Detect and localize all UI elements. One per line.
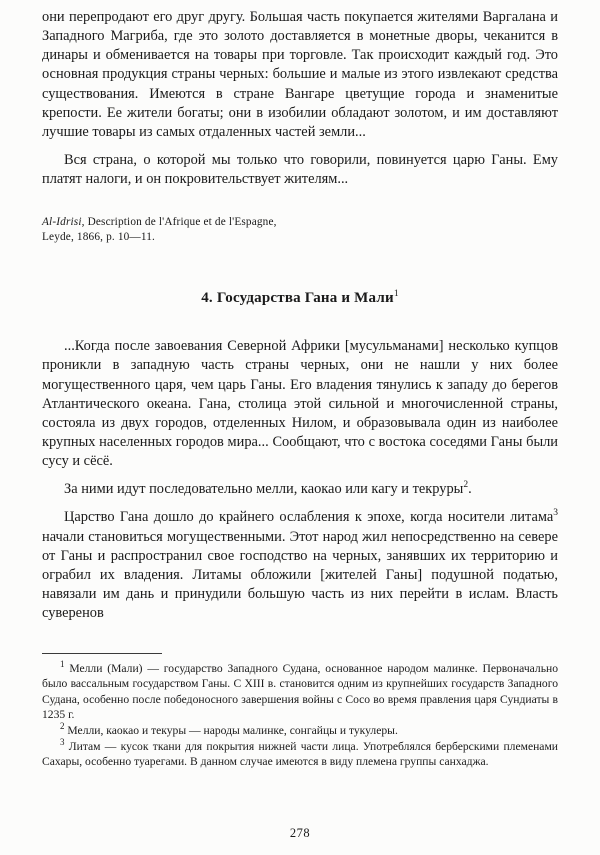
source-reference: Description de l'Afrique et de l'Espagne, Leyde, 1866, p. 10—11. — [42, 216, 277, 244]
footnote-2 — [42, 720, 558, 738]
paragraph-continued: они перепродают его друг другу. Большая часть покупается жителями Варгалана и Западного Магриба, где это золото доставляется в монетные дворы, чеканится в динары и обменивается на товары при торговле. Так происходит каждый год. Это основная продукция страны черных: большие и малые из этого извлекают средства существования. Имеются в стране Вангаре цветущие города и знаменитые крепости. Ее жители богаты; они в изобилии обладают золотом, и им доставляют лучшие товары из самых отдаленных частей земли... — [42, 9, 558, 140]
footnote-1-marker: 1 — [60, 659, 65, 670]
paragraph-peoples-tail: . — [468, 481, 472, 498]
footnote-2-text: Мелли, каокао и текуры — народы малинке, сонгайцы и тукулеры. — [67, 723, 398, 737]
paragraph-merchants: ...Когда после завоевания Северной Африки [мусульманами] несколько купцов проникли в западную часть страны черных, они не нашли у них более могущественного царя, чем царь Ганы. Его владения тянулись к западу до берегов Атлантического океана. Гана, столица этой сильной и многочисленной страны, состояла из двух городов, отделенных Нилом, и образовывала один из наиболее крупных населенных городов мира... Сообщают, что с востока соседями Ганы были сусу и сёсё. — [42, 338, 558, 470]
footnote-3-text: Литам — кусок ткани для покрытия нижней части лица. Употреблялся берберскими племенами Сахары, особенно туарегами. В данном случае имеются в виду племена группы санхаджа. — [42, 739, 558, 768]
paragraph-ghana-decline-b: начали становиться могущественными. Этот народ жил непосредственно на севере от Ганы и распространил свое господство на черных, занявших их территорию и ограбил их владения. Литамы обложили [жителей Ганы] подушной податью, навязали им дань и принудили большую часть из них перейти в ислам. Власть суверенов — [42, 528, 558, 622]
footnote-marker-2: 2 — [463, 480, 469, 491]
footnote-1 — [42, 661, 558, 721]
page-number: 278 — [289, 826, 311, 840]
section-heading-text: 4. Государства Гана и Мали — [201, 290, 394, 307]
footnote-divider — [42, 653, 162, 654]
source-citation — [42, 215, 297, 245]
paragraph-country-obeys: Вся страна, о которой мы только что говорили, повинуется царю Ганы. Ему платят налоги, и он покровительствует жителям... — [42, 152, 558, 188]
paragraph-peoples-text: За ними идут последовательно мелли, каокао или кагу и текруры — [64, 481, 464, 498]
footnote-1-text: Мелли (Мали) — государство Западного Судана, основанное народом малинке. Первоначально было вассальным государством Ганы. С XIII в. становится одним из крупнейших государств Западного Судана, особенно после победоносного завершения войны с Сосо во время правления царя Сундиаты в 1235 г. — [42, 662, 559, 721]
footnote-3 — [42, 736, 558, 769]
source-author: Al-Idrisi, — [42, 216, 85, 229]
footnote-2-marker: 2 — [60, 720, 65, 731]
paragraph-ghana-decline-a: Царство Гана дошло до крайнего ослабления к эпохе, когда носители литама — [64, 509, 554, 526]
footnote-3-marker: 3 — [60, 736, 65, 747]
section-heading-footnote-marker: 1 — [393, 289, 399, 300]
paragraph-ghana-decline — [42, 508, 558, 623]
section-heading — [42, 289, 558, 307]
paragraph-peoples — [42, 480, 558, 499]
footnote-marker-3: 3 — [553, 508, 558, 519]
footnotes-block — [42, 661, 558, 768]
